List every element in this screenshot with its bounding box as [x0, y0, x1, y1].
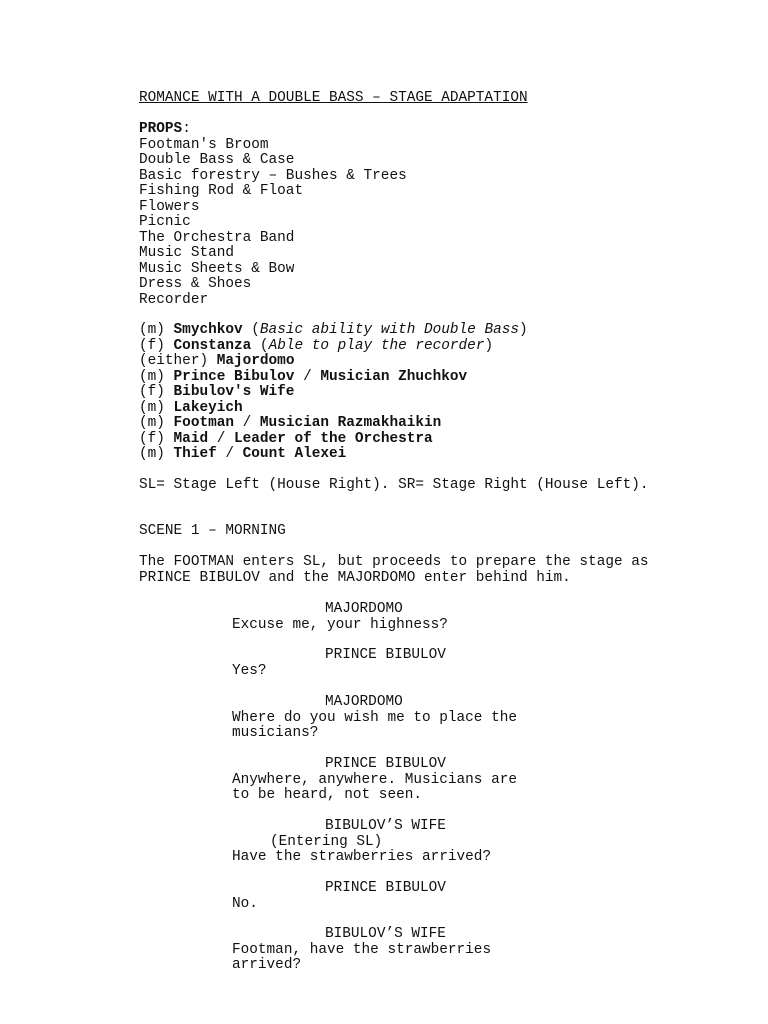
prop-item: The Orchestra Band: [139, 229, 295, 246]
cast-name: Lakeyich: [173, 399, 243, 416]
cast-alt-name: Count Alexei: [242, 446, 347, 462]
prop-item: Picnic: [139, 214, 191, 230]
cast-alt-name: Musician Zhuchkov: [320, 368, 468, 385]
dialogue-block: [232, 648, 732, 679]
props-heading: [139, 122, 191, 138]
cast-separator: /: [216, 446, 243, 462]
dialogue-line: Where do you wish me to place the: [232, 709, 517, 726]
dialogue-line: to be heard, not seen.: [232, 787, 422, 803]
document-title: ROMANCE WITH A DOUBLE BASS – STAGE ADAPTATION: [139, 90, 528, 106]
cast-separator: /: [294, 368, 321, 385]
character-name: BIBULOV’S WIFE: [325, 818, 446, 834]
prop-item: Basic forestry – Bushes & Trees: [139, 167, 407, 184]
action-paragraph: [139, 555, 649, 586]
cast-item: [139, 416, 528, 432]
cast-name: Footman: [173, 415, 234, 431]
cast-gender: (f): [139, 430, 174, 447]
cast-name: Smychkov: [173, 322, 243, 338]
cast-alt-name: Musician Razmakhaikin: [259, 415, 442, 431]
cast-note-close: ): [519, 322, 528, 338]
character-name: MAJORDOMO: [325, 694, 403, 710]
action-line: PRINCE BIBULOV and the MAJORDOMO enter behind him.: [139, 569, 571, 586]
cast-name: Prince Bibulov: [173, 368, 295, 385]
character-name: PRINCE BIBULOV: [325, 756, 446, 772]
cast-gender: (either): [139, 353, 217, 369]
cast-name: Thief: [173, 446, 217, 462]
dialogue-line: Have the strawberries arrived?: [232, 849, 492, 865]
dialogue-block: [232, 881, 732, 912]
cast-name: Majordomo: [216, 353, 295, 369]
prop-item: Music Stand: [139, 245, 234, 261]
cast-gender: (m): [139, 322, 174, 338]
cast-note: Basic ability with Double Bass: [259, 322, 519, 338]
props-list: [139, 138, 407, 309]
dialogue-line: No.: [232, 895, 258, 912]
cast-separator: /: [208, 430, 235, 447]
character-name: PRINCE BIBULOV: [325, 647, 446, 663]
dialogue-block: [232, 757, 732, 804]
cast-gender: (f): [139, 384, 174, 400]
prop-item: Flowers: [139, 198, 200, 215]
props-label: PROPS: [139, 121, 183, 137]
prop-item: Footman's Broom: [139, 136, 269, 153]
cast-item: [139, 432, 528, 448]
parenthetical: (Entering SL): [270, 833, 383, 850]
stage-direction-key: SL= Stage Left (House Right). SR= Stage Right (House Left).: [139, 477, 649, 493]
dialogue-line: Anywhere, anywhere. Musicians are: [232, 771, 517, 788]
cast-item: [139, 370, 528, 386]
cast-separator: /: [234, 415, 260, 431]
dialogue-line: Yes?: [232, 662, 267, 679]
prop-item: Dress & Shoes: [139, 276, 252, 292]
cast-gender: (m): [139, 399, 174, 416]
character-name: BIBULOV’S WIFE: [325, 926, 446, 942]
cast-item: [139, 339, 528, 355]
cast-note-open: (: [242, 322, 260, 338]
dialogue-block: [232, 927, 732, 974]
prop-item: Fishing Rod & Float: [139, 183, 304, 199]
cast-item: [139, 447, 528, 463]
dialogue-line: Footman, have the strawberries: [232, 941, 492, 958]
cast-list: [139, 323, 528, 463]
dialogue-block: [232, 819, 732, 866]
scene-heading: SCENE 1 – MORNING: [139, 523, 286, 539]
cast-note-close: ): [484, 337, 494, 354]
character-name: PRINCE BIBULOV: [325, 880, 446, 896]
cast-note-open: (: [251, 337, 269, 354]
prop-item: Recorder: [139, 291, 209, 308]
character-name: MAJORDOMO: [325, 601, 403, 617]
dialogue-line: arrived?: [232, 957, 302, 973]
action-line: The FOOTMAN enters SL, but proceeds to prepare the stage as: [139, 554, 649, 570]
dialogue-line: musicians?: [232, 725, 319, 741]
cast-gender: (f): [139, 337, 174, 354]
cast-alt-name: Leader of the Orchestra: [234, 430, 433, 447]
prop-item: Double Bass & Case: [139, 152, 295, 168]
cast-note: Able to play the recorder: [268, 337, 485, 354]
cast-name: Bibulov's Wife: [173, 384, 295, 400]
cast-gender: (m): [139, 446, 174, 462]
dialogue-block: [232, 695, 732, 742]
cast-name: Maid: [173, 430, 209, 447]
prop-item: Music Sheets & Bow: [139, 260, 295, 277]
dialogue-line: Excuse me, your highness?: [232, 616, 448, 633]
cast-item: [139, 385, 528, 401]
cast-item: [139, 323, 528, 339]
cast-item: [139, 354, 528, 370]
dialogue-block: [232, 602, 732, 633]
cast-name: Constanza: [173, 337, 252, 354]
cast-gender: (m): [139, 415, 174, 431]
cast-item: [139, 401, 528, 417]
props-colon: :: [182, 121, 191, 137]
cast-gender: (m): [139, 368, 174, 385]
